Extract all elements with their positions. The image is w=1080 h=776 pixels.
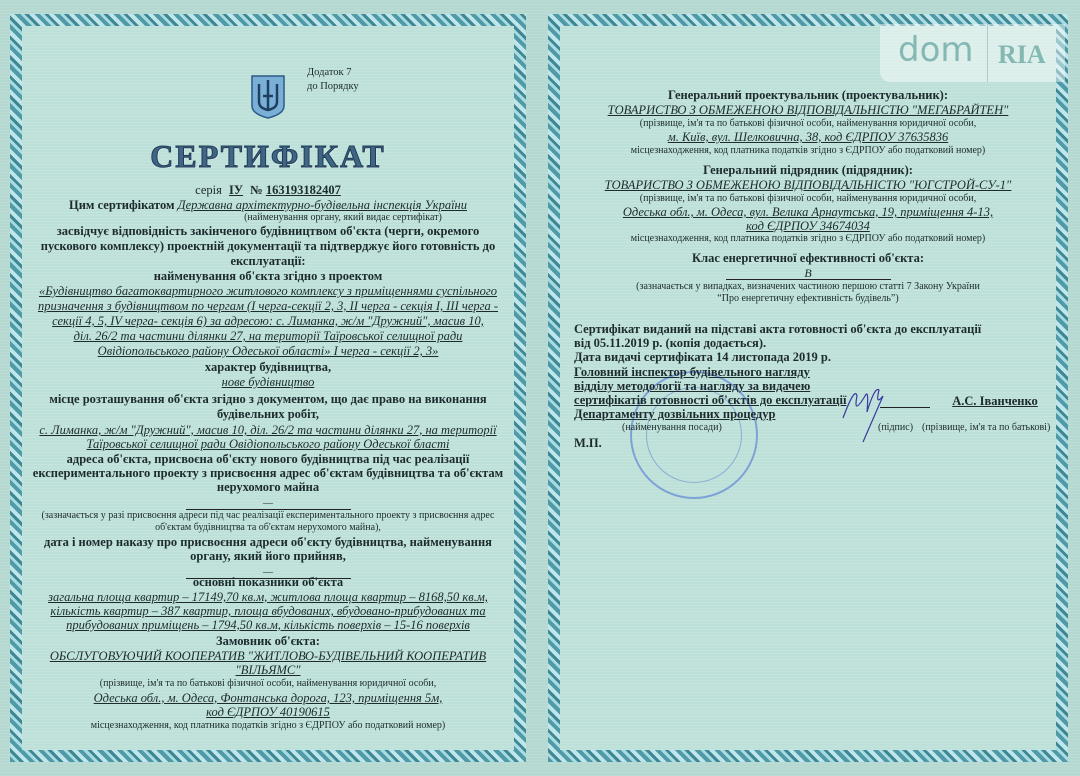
order-label (22, 535, 514, 563)
indicators-value (22, 590, 514, 632)
indicators-label: основні показники об'єкта (192, 575, 344, 589)
watermark-divider (987, 24, 988, 82)
certificate-title: СЕРТИФІКАТ (150, 138, 386, 174)
address-label (22, 452, 514, 494)
customer-label: Замовник об'єкта: (216, 634, 320, 648)
customer-value (22, 649, 514, 677)
seal-label: М.П. (574, 436, 602, 450)
number-label: № (250, 183, 263, 197)
signer-name: А.С. Іванченко (952, 394, 1038, 408)
text-line: призначення з будівництвом по чергам (І черга-секції 2, 3, ІІ черга - секція І, ІІІ черга - (37, 299, 499, 313)
energy-class-value: В (726, 268, 891, 280)
object-name (22, 284, 514, 359)
text-line: код ЄДРПОУ 34674034 (746, 219, 870, 233)
certificate-front-page (10, 14, 526, 762)
designer-value: ТОВАРИСТВО З ОБМЕЖЕНОЮ ВІДПОВІДАЛЬНІСТЮ "МЕГАБРАЙТЕН" (607, 103, 1009, 117)
issuer-value: Державна архітектурно-будівельна інспекція України (177, 198, 467, 212)
text-line: будівельних робіт, (217, 407, 319, 421)
issuer-label: Цим сертифікатом (69, 198, 175, 212)
text-line: дата і номер наказу про присвоєння адреси об'єкту будівництва, найменування (44, 535, 492, 549)
watermark-logo-dom: dom (898, 30, 974, 70)
signature-hint: (підпис) (878, 422, 914, 433)
text-line: Овідіопольського району Одеської області» І черга - секції 2, 3» (97, 344, 439, 358)
watermark-logo-ria: RIA (998, 40, 1046, 69)
contractor-address (560, 205, 1056, 233)
series-value: ІУ (229, 183, 244, 197)
text-line: діл. 26/2 та частини ділянки 27, на території Таїровської селищної ради (73, 329, 463, 343)
person-hint: (прізвище, ім'я та по батькові фізичної особи, найменування юридичної особи, (639, 193, 977, 204)
text-line: Дата видачі сертифіката 14 листопада 2019 р. (574, 350, 831, 364)
contractor-label: Генеральний підрядник (підрядник): (703, 163, 913, 177)
energy-class-label: Клас енергетичної ефективності об'єкта: (692, 251, 924, 265)
certifies-text (22, 224, 514, 269)
text-line: ОБСЛУГОВУЮЧИЙ КООПЕРАТИВ "ЖИТЛОВО-БУДІВЕЛЬНИЙ КООПЕРАТИВ (49, 649, 487, 663)
text-line: експлуатації: (230, 254, 306, 268)
text-line: об'єктам будівництва та об'єктам нерухомого майна), (155, 522, 381, 533)
text-line: нерухомого майна (216, 480, 320, 494)
text-line: Одеська обл., м. Одеса, Фонтанська дорога, 123, приміщення 5м, (93, 691, 443, 705)
annex-line: Додаток 7 (307, 67, 352, 78)
series-label: серія (195, 183, 222, 197)
designer-label: Генеральний проектувальник (проектувальник): (667, 88, 949, 102)
annex-note (307, 66, 359, 94)
text-line: пускового комплексу) проектній документації та підтверджує його готовність до (40, 239, 496, 253)
text-line: Одеська обл., м. Одеса, вул. Велика Арнаутська, 19, приміщення 4-13, (622, 205, 994, 219)
text-line: місце розташування об'єкта згідно з документом, що дає право на виконання (49, 392, 487, 406)
location-label (22, 392, 514, 422)
text-line: відділу методології та нагляду за видачею (574, 379, 811, 393)
text-line: секції 4, 5, IV черга- секція 6) за адресою: с. Лиманка, ж/м "Дружний", масив 10, (52, 314, 484, 328)
text-line: сертифікатів готовності об'єктів до експлуатації (574, 393, 847, 407)
signer-position (574, 365, 846, 421)
address-value (22, 495, 514, 510)
designer-address: м. Київ, вул. Шелковична, 38, код ЄДРПОУ 37635836 (667, 130, 949, 144)
basis-text (574, 322, 1056, 364)
position-hint: (найменування посади) (622, 422, 722, 433)
location-hint: місцезнаходження, код платника податків згідно з ЄДРПОУ або податковий номер) (90, 720, 446, 731)
construction-type-label: характер будівництва, (204, 360, 332, 374)
energy-hint (560, 281, 1056, 305)
energy-class-line (560, 266, 1056, 281)
issuer-line (22, 198, 514, 213)
order-dash: — (186, 570, 351, 579)
text-line: від 05.11.2019 р. (копія додається). (574, 336, 767, 350)
signature-line (880, 407, 930, 408)
contractor-value: ТОВАРИСТВО З ОБМЕЖЕНОЮ ВІДПОВІДАЛЬНІСТЮ "ЮГСТРОЙ-СУ-1" (604, 178, 1012, 192)
signature-icon (835, 366, 895, 446)
text-line: “Про енергетичну ефективність будівель”) (717, 293, 899, 304)
text-line: експериментального проекту з присвоєння адрес об'єктам будівництва та об'єктам (32, 466, 504, 480)
text-line: код ЄДРПОУ 40190615 (206, 705, 330, 719)
text-line: засвідчує відповідність закінченого будівництвом об'єкта (черги, окремого (56, 224, 480, 238)
object-name-label: найменування об'єкта згідно з проектом (153, 269, 383, 283)
address-dash: — (186, 501, 351, 510)
text-line: органу, який його прийняв, (190, 549, 346, 563)
annex-line: до Порядку (307, 81, 359, 92)
text-line: (зазначається у разі присвоєння адреси під час реалізації експериментального проекту з присвоєння адрес (41, 510, 495, 521)
issuer-hint: (найменування органу, який видає сертифікат) (244, 212, 442, 223)
text-line: «Будівництво багатоквартирного житлового комплексу з приміщеннями суспільного (38, 284, 498, 298)
dom-ria-watermark (880, 24, 1065, 82)
series-line (22, 183, 514, 198)
ukraine-coat-of-arms-icon (250, 74, 286, 120)
customer-address (22, 691, 514, 719)
text-line: адреса об'єкта, присвоєна об'єкту нового будівництва під час реалізації (66, 452, 470, 466)
text-line: кількість квартир – 387 квартир, площа вбудованих, вбудовано-прибудованих та (50, 604, 486, 618)
text-line: (зазначається у випадках, визначених частиною першою статті 7 Закону України (636, 281, 980, 292)
person-hint: (прізвище, ім'я та по батькові фізичної особи, найменування юридичної особи, (99, 678, 437, 689)
location-hint: місцезнаходження, код платника податків згідно з ЄДРПОУ або податковий номер) (630, 145, 986, 156)
number-value: 163193182407 (265, 183, 341, 197)
certificate-back-page (548, 14, 1068, 762)
text-line: загальна площа квартир – 17149,70 кв.м, житлова площа квартир – 8168,50 кв.м, (48, 590, 488, 604)
signer-hint: (прізвище, ім'я та по батькові) (922, 422, 1051, 433)
text-line: "ВІЛЬЯМС" (235, 663, 301, 677)
text-line: с. Лиманка, ж/м "Дружний", масив 10, діл. 26/2 та частини ділянки 27, на території (39, 423, 497, 437)
construction-type-value: нове будівництво (221, 375, 315, 389)
text-line: Департаменту дозвільних процедур (574, 407, 776, 421)
location-hint: місцезнаходження, код платника податків згідно з ЄДРПОУ або податковий номер) (630, 233, 986, 244)
text-line: Головний інспектор будівельного нагляду (574, 365, 810, 379)
text-line: Таїровської селищної ради Овідіопольського району Одеської бласті (86, 437, 450, 451)
text-line: прибудованих приміщень – 1794,50 кв.м, кількість поверхів – 15-16 поверхів (66, 618, 470, 632)
text-line: Сертифікат виданий на підставі акта готовності об'єкта до експлуатації (574, 322, 982, 336)
location-value (22, 423, 514, 451)
address-hint (22, 510, 514, 534)
person-hint: (прізвище, ім'я та по батькові фізичної особи, найменування юридичної особи, (639, 118, 977, 129)
